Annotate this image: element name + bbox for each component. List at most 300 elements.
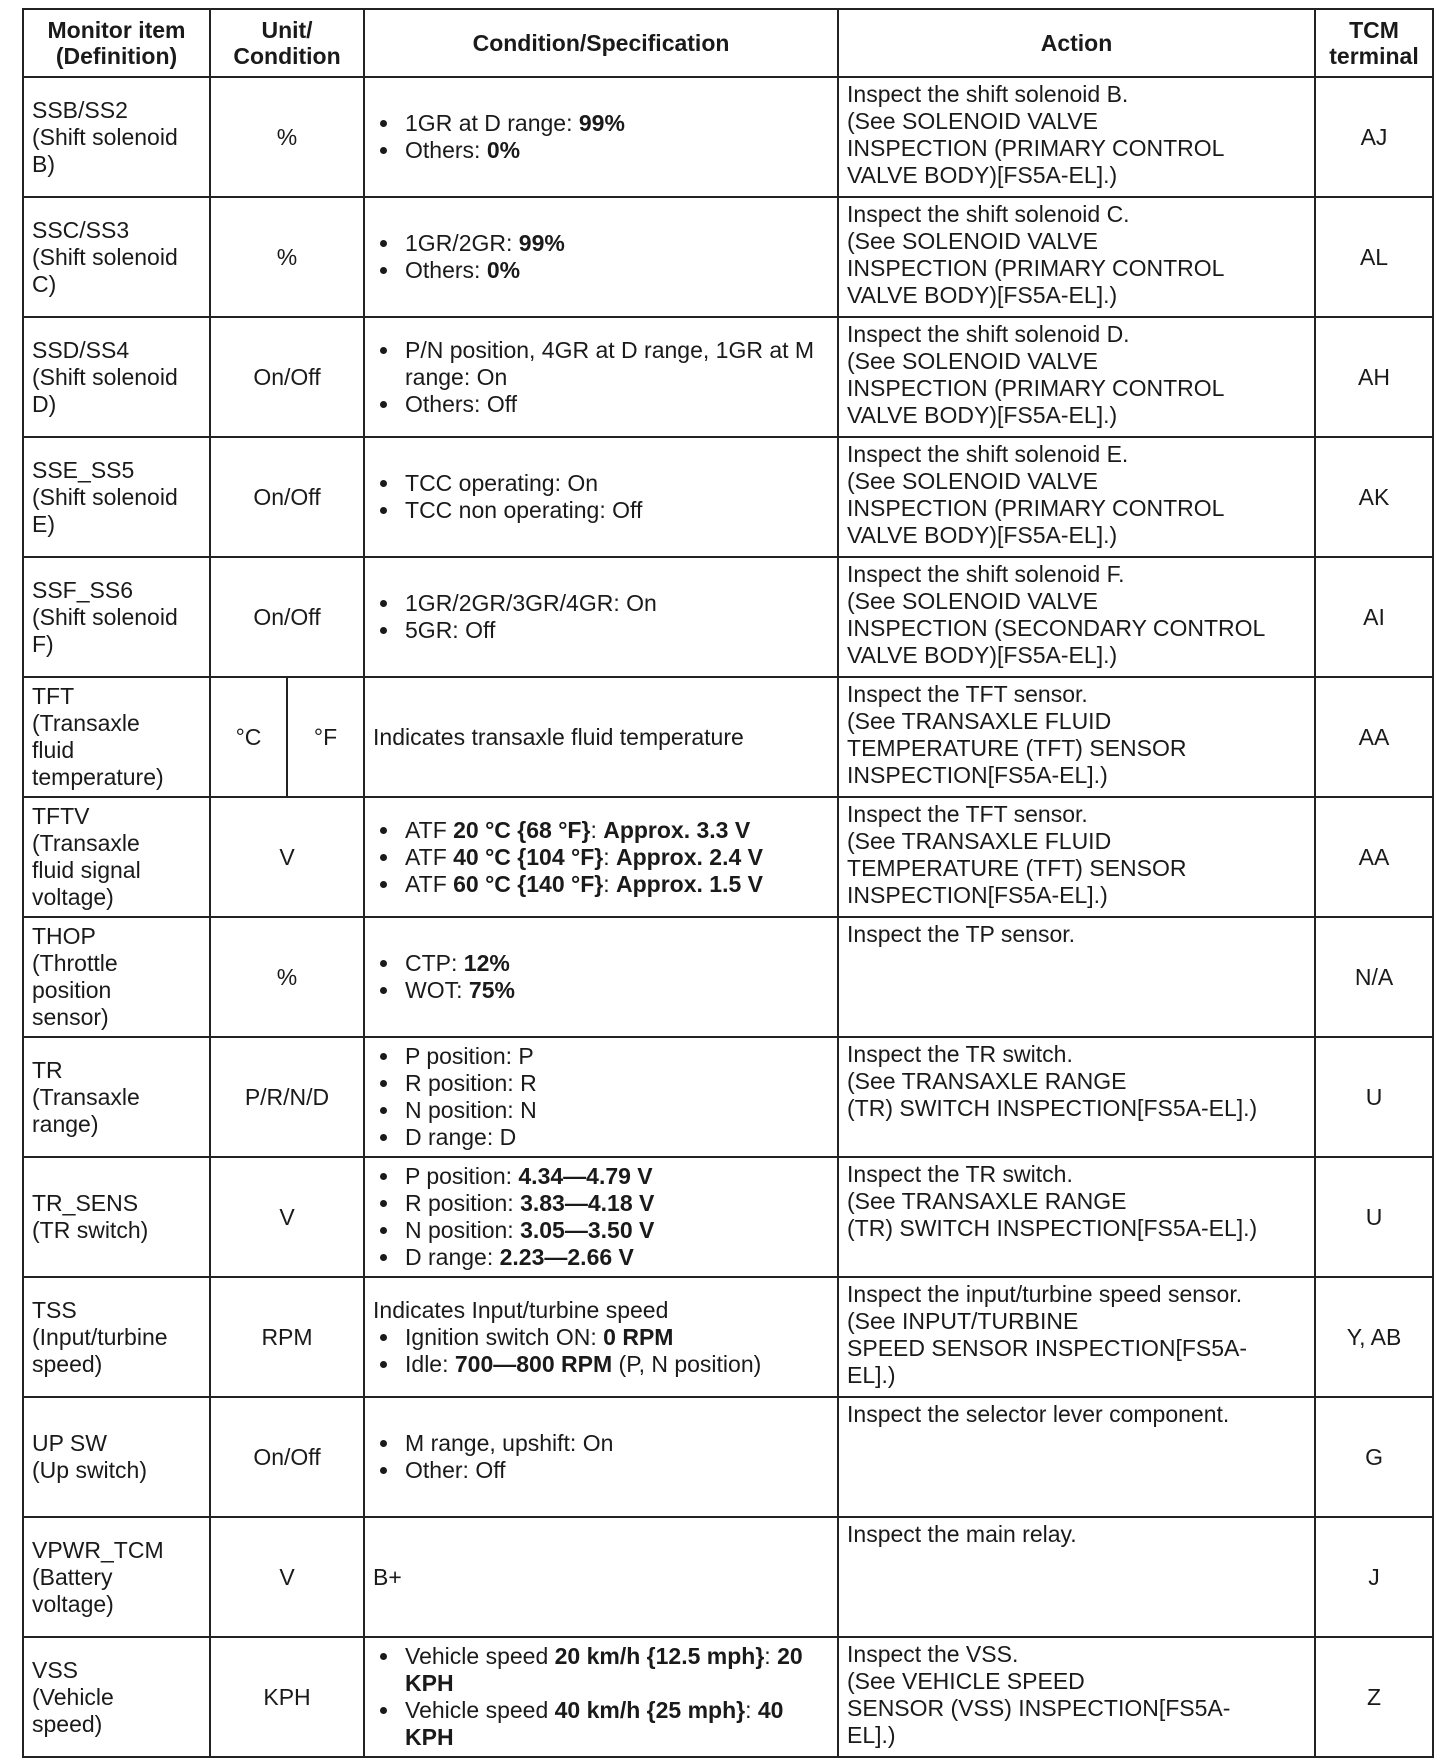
tcm-terminal-text: AA — [1358, 843, 1390, 870]
specification-cell — [364, 1157, 838, 1277]
unit-cell — [210, 1517, 364, 1637]
monitor-item-text: (Transaxle — [32, 1083, 140, 1110]
unit-cell — [210, 1037, 364, 1157]
specification-list — [373, 1643, 829, 1751]
action-text: (See SOLENOID VALVE — [847, 588, 1098, 614]
monitor-item-cell — [23, 797, 210, 917]
header-terminal-line1: TCM — [1349, 17, 1399, 43]
monitor-item-text: SSB/SS2 — [32, 96, 128, 123]
action-text: Inspect the TFT sensor. — [847, 681, 1088, 707]
monitor-item-text: F) — [32, 630, 54, 657]
unit-cell — [210, 197, 364, 317]
action-text: INSPECTION (SECONDARY CONTROL — [847, 615, 1266, 641]
action-text: Inspect the shift solenoid C. — [847, 201, 1130, 227]
specification-list — [373, 590, 829, 644]
specification-list — [373, 817, 829, 898]
unit-cell — [210, 1637, 364, 1757]
monitor-item-text: TFTV — [32, 803, 90, 829]
monitor-item-text: (Shift solenoid — [32, 363, 178, 390]
specification-value: 20 KPH — [405, 1643, 803, 1696]
action-cell — [838, 77, 1315, 197]
specification-cell — [364, 797, 838, 917]
specification-label: Others: — [405, 257, 487, 283]
action-text: INSPECTION[FS5A-EL].) — [847, 882, 1108, 908]
specification-cell — [364, 317, 838, 437]
specification-value: Approx. 3.3 V — [603, 816, 751, 843]
table-row — [23, 677, 1433, 797]
specification-label: 5GR: Off — [405, 617, 496, 643]
specification-list — [373, 1430, 829, 1484]
unit-text: % — [276, 963, 298, 990]
specification-label: ATF — [405, 816, 454, 843]
monitor-item-text: position — [32, 977, 112, 1003]
monitor-item-text: (Vehicle — [32, 1683, 114, 1710]
unit-cell — [210, 77, 364, 197]
specification-label: Idle: — [405, 1350, 455, 1377]
monitor-item-text: (Transaxle — [32, 830, 140, 856]
monitor-item-text: TFT — [32, 683, 75, 709]
specification-label: R position: R — [405, 1070, 537, 1096]
specification-value: 3.05—3.50 V — [520, 1217, 655, 1243]
specification-label: Ignition switch ON: — [405, 1323, 604, 1350]
tcm-terminal-text: AI — [1363, 603, 1385, 630]
specification-list — [373, 1043, 829, 1151]
specification-item — [401, 1457, 829, 1484]
specification-list — [373, 110, 829, 164]
unit-celsius-cell — [210, 677, 287, 797]
specification-item — [401, 337, 829, 391]
monitor-item-text: SSE_SS5 — [32, 456, 135, 483]
monitor-item-cell — [23, 77, 210, 197]
monitor-item-cell — [23, 917, 210, 1037]
specification-cell — [364, 677, 838, 797]
specification-item — [401, 590, 829, 617]
unit-fahrenheit: °F — [313, 723, 338, 750]
specification-label: P/N position, 4GR at D range, 1GR at M range: On — [405, 336, 815, 390]
specification-list — [373, 230, 829, 284]
monitor-item-text: (Shift solenoid — [32, 123, 178, 150]
action-text: (See SOLENOID VALVE — [847, 228, 1098, 254]
unit-cell — [210, 437, 364, 557]
monitor-item-text: TSS — [32, 1296, 77, 1323]
action-cell — [838, 1637, 1315, 1757]
monitor-item-text: voltage) — [32, 1590, 114, 1617]
unit-text: % — [276, 123, 298, 150]
monitor-item-text: (Up switch) — [32, 1457, 148, 1483]
specification-label: D range: D — [405, 1124, 517, 1150]
specification-item — [401, 230, 829, 257]
specification-item — [401, 617, 829, 644]
monitor-item-cell — [23, 1037, 210, 1157]
header-unit-line2: Condition — [233, 43, 341, 69]
tcm-terminal-cell — [1315, 917, 1433, 1037]
specification-intro: Indicates Input/turbine speed — [373, 1296, 669, 1323]
action-text: Inspect the TR switch. — [847, 1161, 1073, 1187]
specification-cell — [364, 1037, 838, 1157]
action-text: (See SOLENOID VALVE — [847, 108, 1098, 134]
monitor-item-cell — [23, 1397, 210, 1517]
monitor-item-text: temperature) — [32, 764, 164, 790]
specification-item — [401, 1430, 829, 1457]
header-unit-line1: Unit/ — [261, 17, 313, 43]
unit-text: On/Off — [253, 1443, 321, 1470]
action-cell — [838, 797, 1315, 917]
action-text: (See VEHICLE SPEED — [847, 1668, 1085, 1694]
specification-item — [401, 871, 829, 898]
monitor-item-text: (Battery — [32, 1563, 113, 1590]
specification-label: : — [590, 816, 604, 843]
action-text: Inspect the VSS. — [847, 1641, 1019, 1667]
specification-label: ATF — [405, 843, 454, 870]
unit-text: V — [279, 1203, 295, 1230]
monitor-item-text: C) — [32, 270, 57, 297]
monitor-item-text: (Shift solenoid — [32, 483, 178, 510]
specification-label: : — [603, 870, 617, 897]
action-text: (See SOLENOID VALVE — [847, 468, 1098, 494]
unit-text: V — [279, 843, 295, 870]
specification-item — [401, 391, 829, 418]
action-cell — [838, 317, 1315, 437]
monitor-item-cell — [23, 437, 210, 557]
monitor-item-cell — [23, 1157, 210, 1277]
unit-text: On/Off — [253, 483, 321, 510]
specification-label: TCC non operating: Off — [405, 497, 643, 523]
specification-item — [401, 1643, 829, 1697]
action-text: (See TRANSAXLE RANGE — [847, 1068, 1127, 1094]
tcm-terminal-text: U — [1365, 1083, 1383, 1110]
tcm-terminal-text: G — [1365, 1443, 1383, 1470]
header-monitor-item — [23, 9, 210, 77]
monitor-item-text: (TR switch) — [32, 1217, 149, 1243]
monitor-item-text: D) — [32, 390, 57, 417]
header-unit-condition — [210, 9, 364, 77]
unit-cell — [210, 917, 364, 1037]
tcm-terminal-cell — [1315, 1037, 1433, 1157]
specification-item — [401, 137, 829, 164]
monitor-item-text: TR — [32, 1056, 63, 1083]
specification-item — [401, 1124, 829, 1151]
action-text: Inspect the main relay. — [847, 1521, 1077, 1547]
specification-cell — [364, 917, 838, 1037]
monitor-item-text: SSF_SS6 — [32, 576, 133, 603]
specification-cell — [364, 437, 838, 557]
table-row — [23, 1517, 1433, 1637]
header-action — [838, 9, 1315, 77]
action-text: Inspect the shift solenoid E. — [847, 441, 1129, 467]
unit-text: V — [279, 1563, 295, 1590]
specification-cell — [364, 1637, 838, 1757]
unit-text: KPH — [263, 1683, 311, 1710]
specification-cell — [364, 77, 838, 197]
specification-cell — [364, 197, 838, 317]
tcm-terminal-text: AA — [1358, 723, 1390, 750]
unit-celsius: °C — [235, 723, 262, 750]
table-row — [23, 917, 1433, 1037]
specification-label: ATF — [405, 870, 454, 897]
specification-value: 0% — [486, 257, 521, 283]
unit-text: % — [276, 243, 298, 270]
action-cell — [838, 1157, 1315, 1277]
specification-item — [401, 1190, 829, 1217]
monitor-item-text: (Shift solenoid — [32, 603, 178, 630]
table-row — [23, 1037, 1433, 1157]
tcm-terminal-cell — [1315, 197, 1433, 317]
table-row — [23, 1277, 1433, 1397]
header-row — [23, 9, 1433, 77]
tcm-terminal-cell — [1315, 1157, 1433, 1277]
specification-value: 2.23—2.66 V — [499, 1244, 634, 1270]
specification-text: Indicates transaxle fluid temperature — [373, 723, 744, 750]
specification-text: B+ — [373, 1563, 402, 1590]
specification-item — [401, 110, 829, 137]
specification-item — [401, 817, 829, 844]
specification-label: R position: — [405, 1190, 521, 1216]
specification-item — [401, 1163, 829, 1190]
tcm-terminal-cell — [1315, 1517, 1433, 1637]
action-cell — [838, 677, 1315, 797]
monitor-item-text: (Input/turbine — [32, 1323, 168, 1350]
action-text: VALVE BODY)[FS5A-EL].) — [847, 282, 1118, 308]
action-text: EL].) — [847, 1722, 896, 1748]
action-cell — [838, 437, 1315, 557]
tcm-terminal-text: AK — [1358, 483, 1390, 510]
action-text: Inspect the selector lever component. — [847, 1401, 1230, 1427]
monitor-item-text: voltage) — [32, 884, 114, 910]
tcm-terminal-text: AH — [1358, 363, 1390, 390]
monitor-item-table — [22, 8, 1434, 1758]
header-tcm-terminal — [1315, 9, 1433, 77]
specification-value: 700—800 RPM — [454, 1350, 613, 1377]
unit-text: On/Off — [253, 363, 321, 390]
specification-value: Approx. 1.5 V — [616, 870, 763, 897]
specification-value: 75% — [468, 977, 515, 1003]
table-row — [23, 77, 1433, 197]
specification-label: Others: Off — [405, 390, 518, 417]
monitor-item-text: E) — [32, 510, 55, 537]
tcm-terminal-cell — [1315, 317, 1433, 437]
specification-value: 3.83—4.18 V — [520, 1190, 655, 1216]
table-row — [23, 797, 1433, 917]
action-text: VALVE BODY)[FS5A-EL].) — [847, 162, 1118, 188]
specification-item — [401, 977, 829, 1004]
action-text: Inspect the TR switch. — [847, 1041, 1073, 1067]
specification-list — [373, 1324, 829, 1378]
action-text: EL].) — [847, 1362, 896, 1388]
specification-list — [373, 470, 829, 524]
action-text: SENSOR (VSS) INSPECTION[FS5A- — [847, 1695, 1231, 1721]
specification-item — [401, 1244, 829, 1271]
action-text: VALVE BODY)[FS5A-EL].) — [847, 642, 1118, 668]
action-text: Inspect the shift solenoid F. — [847, 561, 1125, 587]
action-text: SPEED SENSOR INSPECTION[FS5A- — [847, 1335, 1248, 1361]
specification-label: Vehicle speed — [405, 1697, 555, 1723]
unit-fahrenheit-cell — [287, 677, 364, 797]
header-monitor-line2: (Definition) — [55, 43, 178, 69]
tcm-terminal-cell — [1315, 1637, 1433, 1757]
action-text: Inspect the shift solenoid D. — [847, 321, 1130, 347]
specification-list — [373, 1163, 829, 1271]
action-text: INSPECTION (PRIMARY CONTROL — [847, 375, 1225, 401]
action-text: (See INPUT/TURBINE — [847, 1308, 1079, 1334]
specification-item — [401, 844, 829, 871]
action-text: (TR) SWITCH INSPECTION[FS5A-EL].) — [847, 1215, 1258, 1241]
specification-label: 1GR/2GR: — [405, 230, 519, 256]
action-text: TEMPERATURE (TFT) SENSOR — [847, 855, 1187, 881]
header-spec-label: Condition/Specification — [472, 30, 730, 56]
unit-cell — [210, 1157, 364, 1277]
unit-text: RPM — [261, 1323, 313, 1350]
monitor-item-text: (Throttle — [32, 950, 118, 976]
specification-value: 99% — [518, 230, 565, 256]
specification-label: Others: — [405, 137, 487, 163]
specification-value: 40 °C {104 °F} — [453, 843, 604, 870]
specification-label: M range, upshift: On — [405, 1430, 614, 1456]
unit-cell — [210, 1277, 364, 1397]
specification-value: 20 km/h {12.5 mph} — [554, 1643, 765, 1669]
tcm-terminal-cell — [1315, 797, 1433, 917]
monitor-item-text: SSD/SS4 — [32, 336, 130, 363]
specification-item — [401, 1351, 829, 1378]
action-cell — [838, 1397, 1315, 1517]
table-row — [23, 1157, 1433, 1277]
monitor-item-cell — [23, 557, 210, 677]
unit-text: P/R/N/D — [244, 1083, 330, 1110]
action-text: INSPECTION[FS5A-EL].) — [847, 762, 1108, 788]
monitor-item-text: (Shift solenoid — [32, 243, 178, 270]
action-text: VALVE BODY)[FS5A-EL].) — [847, 402, 1118, 428]
specification-cell — [364, 1397, 838, 1517]
specification-label: TCC operating: On — [405, 470, 599, 496]
specification-item — [401, 497, 829, 524]
monitor-item-text: fluid signal — [32, 857, 141, 883]
specification-label: (P, N position) — [612, 1350, 762, 1377]
specification-list — [373, 337, 829, 418]
monitor-item-text: VPWR_TCM — [32, 1536, 164, 1563]
specification-value: 40 KPH — [405, 1697, 784, 1750]
monitor-item-text: range) — [32, 1110, 99, 1137]
tcm-terminal-cell — [1315, 677, 1433, 797]
document-page — [22, 8, 1432, 1758]
monitor-item-text: B) — [32, 150, 55, 177]
specification-label: Other: Off — [405, 1457, 506, 1483]
action-cell — [838, 1517, 1315, 1637]
unit-cell — [210, 557, 364, 677]
action-text: Inspect the TP sensor. — [847, 921, 1076, 947]
action-cell — [838, 1037, 1315, 1157]
specification-label: P position: P — [405, 1043, 534, 1069]
specification-cell — [364, 1277, 838, 1397]
action-text: (TR) SWITCH INSPECTION[FS5A-EL].) — [847, 1095, 1258, 1121]
specification-label: : — [603, 843, 617, 870]
specification-value: 40 km/h {25 mph} — [554, 1697, 746, 1723]
action-text: Inspect the TFT sensor. — [847, 801, 1088, 827]
action-cell — [838, 197, 1315, 317]
monitor-item-text: SSC/SS3 — [32, 216, 130, 243]
tcm-terminal-text: Y, AB — [1346, 1323, 1402, 1350]
tcm-terminal-text: AJ — [1360, 123, 1388, 150]
monitor-item-text: VSS — [32, 1656, 79, 1683]
header-action-label: Action — [1040, 30, 1113, 56]
monitor-item-cell — [23, 1637, 210, 1757]
specification-label: WOT: — [405, 977, 469, 1003]
specification-list — [373, 950, 829, 1004]
tcm-terminal-text: N/A — [1354, 963, 1394, 990]
tcm-terminal-cell — [1315, 1277, 1433, 1397]
monitor-item-cell — [23, 677, 210, 797]
monitor-item-cell — [23, 1517, 210, 1637]
table-row — [23, 1397, 1433, 1517]
monitor-item-cell — [23, 317, 210, 437]
unit-cell — [210, 317, 364, 437]
action-cell — [838, 917, 1315, 1037]
action-cell — [838, 557, 1315, 677]
action-text: Inspect the input/turbine speed sensor. — [847, 1281, 1243, 1307]
specification-item — [401, 950, 829, 977]
unit-cell — [210, 797, 364, 917]
specification-item — [401, 470, 829, 497]
monitor-item-text: TR_SENS — [32, 1190, 139, 1216]
specification-value: 20 °C {68 °F} — [453, 816, 591, 843]
table-row — [23, 557, 1433, 677]
monitor-item-text: sensor) — [32, 1004, 109, 1030]
specification-item — [401, 1697, 829, 1751]
monitor-item-text: (Transaxle — [32, 710, 140, 736]
action-text: (See SOLENOID VALVE — [847, 348, 1098, 374]
action-text: (See TRANSAXLE FLUID — [847, 828, 1112, 854]
table-row — [23, 1637, 1433, 1757]
specification-item — [401, 1324, 829, 1351]
tcm-terminal-cell — [1315, 557, 1433, 677]
specification-value: 0% — [486, 137, 521, 163]
specification-cell — [364, 557, 838, 677]
monitor-item-text: THOP — [32, 923, 96, 949]
action-cell — [838, 1277, 1315, 1397]
specification-value: 99% — [578, 110, 625, 136]
table-row — [23, 197, 1433, 317]
specification-item — [401, 1043, 829, 1070]
monitor-item-text: speed) — [32, 1710, 103, 1737]
header-monitor-line1: Monitor item — [47, 17, 186, 43]
specification-value: 0 RPM — [603, 1323, 674, 1350]
specification-label: P position: — [405, 1163, 519, 1189]
specification-cell — [364, 1517, 838, 1637]
specification-item — [401, 257, 829, 284]
monitor-item-cell — [23, 197, 210, 317]
specification-value: 4.34—4.79 V — [518, 1163, 653, 1189]
monitor-item-text: UP SW — [32, 1430, 107, 1456]
monitor-item-cell — [23, 1277, 210, 1397]
table-row — [23, 437, 1433, 557]
specification-value: 60 °C {140 °F} — [453, 870, 604, 897]
action-text: TEMPERATURE (TFT) SENSOR — [847, 735, 1187, 761]
tcm-terminal-text: AL — [1359, 243, 1389, 270]
specification-value: Approx. 2.4 V — [616, 843, 763, 870]
tcm-terminal-text: J — [1368, 1563, 1380, 1590]
header-terminal-line2: terminal — [1329, 43, 1419, 69]
tcm-terminal-cell — [1315, 1397, 1433, 1517]
tcm-terminal-text: Z — [1366, 1683, 1382, 1710]
action-text: INSPECTION (PRIMARY CONTROL — [847, 495, 1225, 521]
unit-cell — [210, 1397, 364, 1517]
action-text: (See TRANSAXLE RANGE — [847, 1188, 1127, 1214]
unit-text: On/Off — [253, 603, 321, 630]
specification-label: Vehicle speed — [405, 1643, 555, 1669]
specification-item — [401, 1097, 829, 1124]
specification-label: : — [764, 1643, 778, 1669]
specification-value: 12% — [463, 950, 510, 976]
action-text: Inspect the shift solenoid B. — [847, 81, 1129, 107]
action-text: VALVE BODY)[FS5A-EL].) — [847, 522, 1118, 548]
